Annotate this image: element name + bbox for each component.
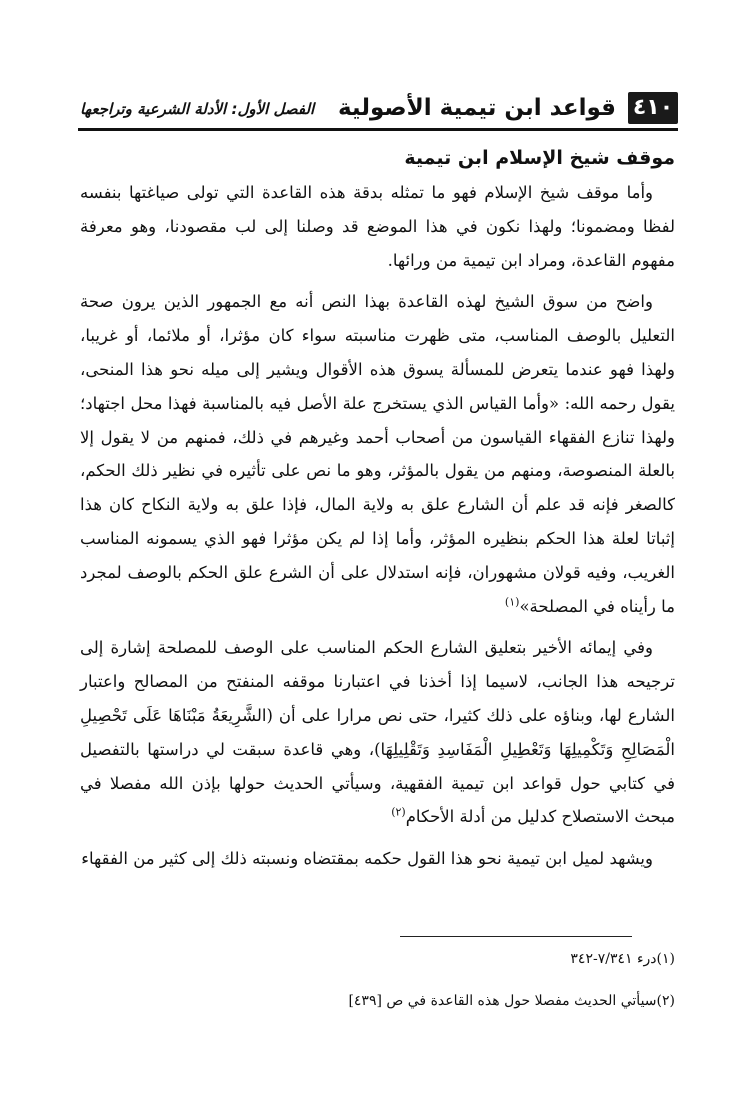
paragraph-text: واضح من سوق الشيخ لهذه القاعدة بهذا النص أنه مع الجمهور الذين يرون صحة التعليل بالوصف المناسب، متى ظهرت مناسبته سواء كان مؤثرا، أو ملائما، أو غريبا، ولهذا فهو عندما يتعرض للمسألة يسوق هذه الأقوال ويشير إلى ميله نحو هذا المنحى، يقول رحمه الله: «وأما القياس الذي يستخرج علة الأصل فيه بالمناسبة فهذا محل اجتهاد؛ ولهذا تنازع الفقهاء القياسون من أصحاب أحمد وغيرهم في ذلك، فمنهم من لا يقول إلا بالعلة المنصوصة، ومنهم من يقول بالمؤثر، وهو ما نص على تأثيره في نظير ذلك الحكم، كالصغر فإنه قد علم أن الشارع علق به ولاية المال، فإذا علق به ولاية النكاح كان هذا إثباتا لعلة هذا الحكم بنظيره المؤثر، وأما إذا لم يكن مؤثرا فهو الذي يسمونه المناسب الغريب، وفيه قولان مشهوران، فإنه استدلال على أن الشرع علق الحكم بالوصف لمجرد ما رأيناه في المصلحة» [80, 292, 675, 616]
footnote-mark[interactable]: (٢) [391, 805, 406, 819]
paragraph-text: وفي إيمائه الأخير بتعليق الشارع الحكم المناسب على الوصف للمصلحة إشارة إلى ترجيحه هذا الجانب، لاسيما إذا أخذنا في اعتبارنا موقفه المنفتح من المصالح واعتبار الشارع لها، وبناؤه على ذلك كثيرا، حتى نص مرارا على أن (الشَّرِيعَةُ مَبْنَاهَا عَلَى تَحْصِيلِ الْمَصَالِحِ وَتَكْمِيلِهَا وَتَعْطِيلِ الْمَفَاسِدِ وَتَقْلِيلِهَا)، وهي قاعدة سبقت لي دراستها بالتفصيل في كتابي حول قواعد ابن تيمية الفقهية، وسيأتي الحديث حولها بإذن الله مفصلا في مبحث الاستصلاح كدليل من أدلة الأحكام [80, 638, 675, 827]
footnote: (٢)سيأتي الحديث مفصلا حول هذه القاعدة في ص [٤٣٩] [348, 993, 675, 1009]
footnote-mark[interactable]: (١) [504, 595, 520, 609]
page-header [78, 92, 678, 132]
page-number: ٤١٠ [628, 92, 678, 124]
paragraph [80, 285, 675, 623]
footnote-separator [400, 936, 632, 937]
book-title: قواعد ابن تيمية الأصولية [337, 95, 616, 121]
paragraph [80, 631, 675, 834]
chapter-title: الفصل الأول: الأدلة الشرعية وتراجعها [80, 100, 315, 118]
paragraph [80, 176, 675, 277]
section-heading: موقف شيخ الإسلام ابن تيمية [404, 147, 675, 169]
footnote: (١)درء ٧/٣٤١-٣٤٢ [570, 951, 675, 967]
main-content [80, 142, 675, 876]
paragraph [80, 842, 675, 876]
paragraph-text: وأما موقف شيخ الإسلام فهو ما تمثله بدقة هذه القاعدة التي تولى صياغتها بنفسه لفظا ومضمونا؛ ولهذا نكون في هذا الموضع قد وصلنا إلى لب مقصودنا، وهو معرفة مفهوم القاعدة، ومراد ابن تيمية من ورائها. [80, 183, 675, 270]
footnotes [80, 948, 675, 1032]
paragraph-text: ويشهد لميل ابن تيمية نحو هذا القول حكمه بمقتضاه ونسبته ذلك إلى كثير من الفقهاء [81, 849, 653, 869]
header-rule [78, 128, 678, 131]
